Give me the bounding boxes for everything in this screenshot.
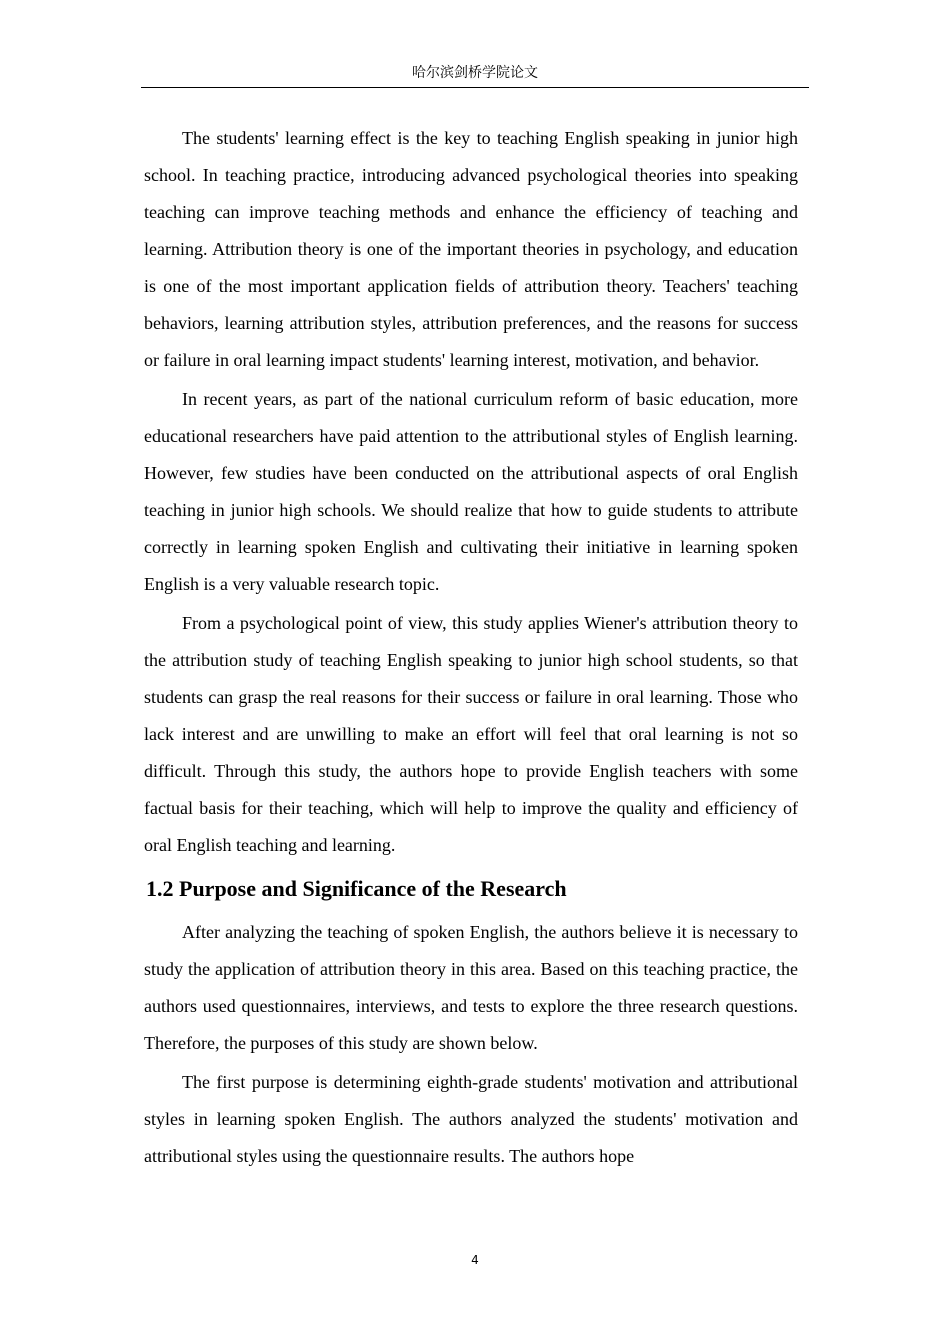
- body-text: [144, 120, 798, 1175]
- section-heading: 1.2 Purpose and Significance of the Research: [146, 876, 567, 901]
- running-header: 哈尔滨剑桥学院论文: [141, 64, 809, 88]
- paragraph-first-purpose: The first purpose is determining eighth-grade students' motivation and attributional styles in learning spoken English. The authors analyzed the students' motivation and attributional styles using the questionnaire results. The authors hope: [144, 1072, 798, 1166]
- paragraph-curriculum-reform: In recent years, as part of the national curriculum reform of basic education, more educational researchers have paid attention to the attributional styles of English learning. However, few studies have been conducted on the attributional aspects of oral English teaching in junior high schools. We should realize that how to guide students to attribute correctly in learning spoken English and cultivating their initiative in learning spoken English is a very valuable research topic.: [144, 389, 798, 594]
- paragraph-psychological-view: From a psychological point of view, this study applies Wiener's attribution theory to the attribution study of teaching English speaking to junior high school students, so that students can grasp the real reasons for their success or failure in oral learning. Those who lack interest and are unwilling to make an effort will feel that oral learning is not so difficult. Through this study, the authors hope to provide English teachers with some factual basis for their teaching, which will help to improve the quality and efficiency of oral English teaching and learning.: [144, 613, 798, 855]
- paragraph-learning-effect: The students' learning effect is the key to teaching English speaking in junior high school. In teaching practice, introducing advanced psychological theories into speaking teaching can improve teaching methods and enhance the efficiency of teaching and learning. Attribution theory is one of the important theories in psychology, and education is one of the most important application fields of attribution theory. Teachers' teaching behaviors, learning attribution styles, attribution preferences, and the reasons for success or failure in oral learning impact students' learning interest, motivation, and behavior.: [144, 128, 798, 370]
- paragraph-analysis: After analyzing the teaching of spoken English, the authors believe it is necessary to study the application of attribution theory in this area. Based on this teaching practice, the authors used questionnaires, interviews, and tests to explore the three research questions. Therefore, the purposes of this study are shown below.: [144, 922, 798, 1053]
- page-number: 4: [471, 1253, 479, 1267]
